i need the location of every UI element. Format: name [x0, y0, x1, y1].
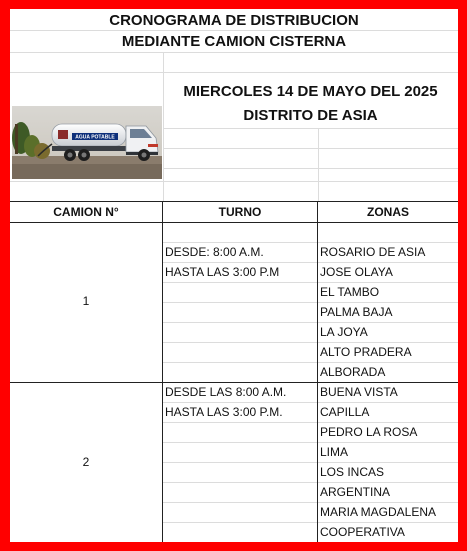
turno-start: DESDE LAS 8:00 A.M. [165, 385, 287, 399]
zona-item: JOSE OLAYA [320, 265, 393, 279]
zona-item: BUENA VISTA [320, 385, 398, 399]
turno-start: DESDE: 8:00 A.M. [165, 245, 264, 259]
gridline [10, 52, 458, 53]
table-border [10, 222, 458, 223]
schedule-title: CRONOGRAMA DE DISTRIBUCION [109, 12, 359, 29]
schedule-subtitle: MEDIANTE CAMION CISTERNA [121, 33, 347, 50]
gridline [10, 181, 458, 182]
turno-end: HASTA LAS 3:00 P.M. [165, 405, 283, 419]
gridline [163, 52, 164, 202]
zona-item: CAPILLA [320, 405, 370, 419]
gridline [163, 362, 458, 363]
zona-item: PEDRO LA ROSA [320, 425, 418, 439]
gridline [163, 482, 458, 483]
gridline [163, 442, 458, 443]
zona-item: ALBORADA [320, 365, 386, 379]
gridline [163, 168, 458, 169]
column-header-turno: TURNO [218, 205, 262, 219]
gridline [163, 148, 458, 149]
date-heading: MIERCOLES 14 DE MAYO DEL 2025 [183, 83, 438, 100]
gridline [163, 302, 458, 303]
column-header-camion: CAMION N° [53, 205, 119, 219]
zona-item: ALTO PRADERA [320, 345, 412, 359]
gridline [163, 522, 458, 523]
zona-item: LIMA [320, 445, 349, 459]
tank-lettering: AGUA POTABLE [75, 134, 115, 141]
zona-item: LOS INCAS [320, 465, 385, 479]
schedule-sheet [10, 9, 458, 542]
gridline [318, 128, 319, 202]
gridline [10, 72, 458, 73]
column-header-zonas: ZONAS [367, 205, 409, 219]
zona-item: PALMA BAJA [320, 305, 393, 319]
zona-item: ROSARIO DE ASIA [320, 245, 426, 259]
turno-end: HASTA LAS 3:00 P.M [165, 265, 280, 279]
zona-item: COOPERATIVA [320, 525, 405, 539]
zona-item: MARIA MAGDALENA [320, 505, 437, 519]
gridline [163, 128, 458, 129]
zona-item: ARGENTINA [320, 485, 391, 499]
table-border [162, 201, 163, 542]
water-tanker-truck-photo [12, 106, 162, 179]
zona-item: EL TAMBO [320, 285, 380, 299]
gridline [163, 282, 458, 283]
district-heading: DISTRITO DE ASIA [243, 107, 378, 124]
gridline [163, 322, 458, 323]
gridline [163, 342, 458, 343]
camion-number: 2 [82, 455, 90, 469]
table-border [317, 201, 318, 542]
zona-item: LA JOYA [320, 325, 368, 339]
gridline [163, 462, 458, 463]
camion-number: 1 [82, 294, 90, 308]
